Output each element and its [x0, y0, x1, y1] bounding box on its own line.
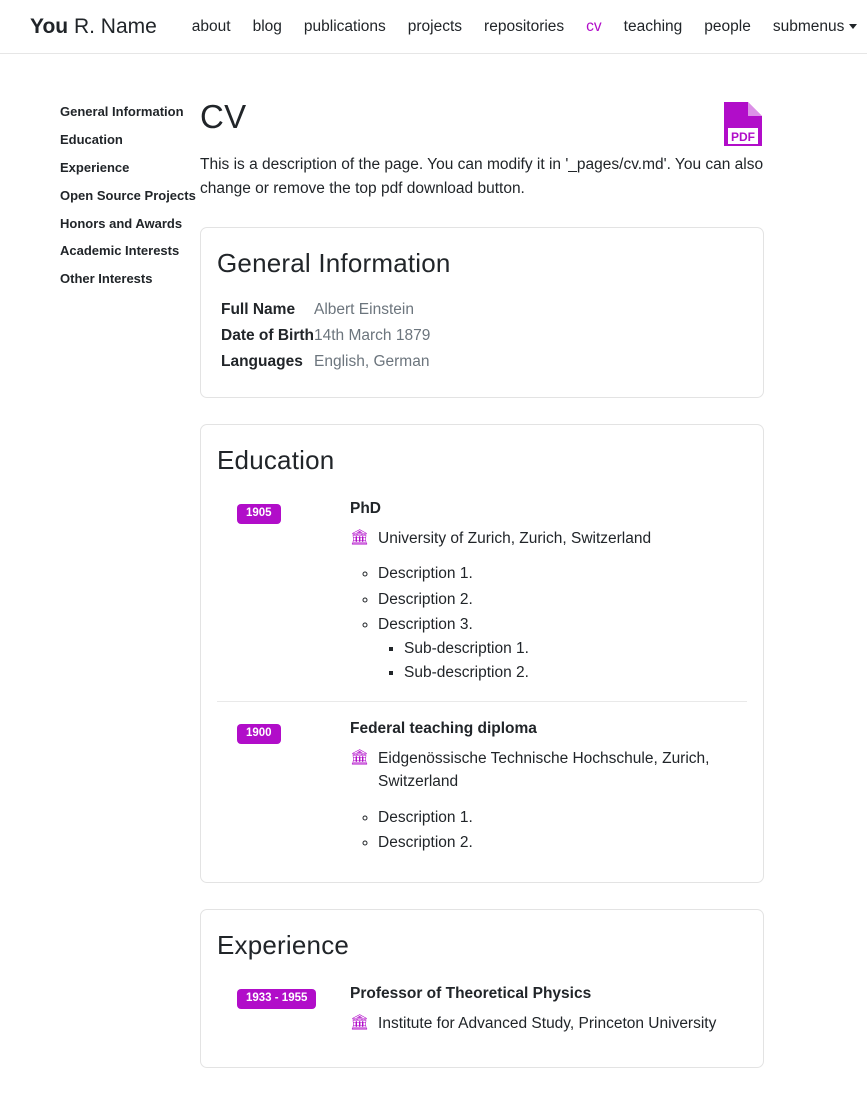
list-item: ◦ Description 2. — [378, 588, 731, 611]
toc-item-experience[interactable]: Experience — [60, 159, 130, 175]
nav-item-blog[interactable]: blog — [252, 17, 282, 35]
card-experience — [200, 909, 764, 1068]
navbar — [0, 0, 867, 54]
toc-item-academic-interests[interactable]: Academic Interests — [60, 243, 180, 259]
entry-subdescription-list — [378, 637, 731, 685]
entry-institution — [350, 1012, 731, 1035]
card-heading-education: Education — [217, 445, 335, 476]
table-row — [221, 323, 430, 349]
entry-year-wrap — [217, 500, 350, 687]
entry-description-list — [350, 562, 731, 685]
entry-institution-label: Institute for Advanced Study, Princeton University — [378, 1015, 717, 1033]
general-information-table — [221, 297, 430, 375]
institution-icon: 🏛 — [350, 749, 370, 767]
year-badge: 1905 — [237, 504, 281, 524]
card-education — [200, 424, 764, 883]
nav-item-cv[interactable]: cv — [586, 17, 602, 35]
entry-title: Federal teaching diploma — [350, 720, 537, 738]
toc-item-honors-and-awards[interactable]: Honors and Awards — [60, 215, 183, 231]
table-row — [221, 349, 430, 375]
entry-institution-label: Eidgenössische Technische Hochschule, Zurich, Switzerland — [378, 750, 710, 791]
year-badge: 1933 - 1955 — [237, 989, 316, 1009]
nav-item-people[interactable]: people — [704, 17, 751, 35]
list-item-label: Description 3. — [378, 615, 473, 633]
card-general-information — [200, 227, 764, 398]
year-badge: 1900 — [237, 724, 281, 744]
nav-links — [181, 14, 867, 40]
nav-item-projects[interactable]: projects — [407, 17, 463, 35]
institution-icon: 🏛 — [350, 1014, 370, 1032]
info-key: Date of Birth — [221, 327, 314, 345]
list-item: ▪ Sub-description 2. — [404, 661, 731, 685]
nav-item-publications[interactable]: publications — [303, 17, 386, 35]
entry-body — [350, 720, 747, 856]
info-key: Languages — [221, 353, 303, 371]
card-heading-experience: Experience — [217, 930, 350, 961]
list-item: ◦ Description 1. — [378, 562, 731, 585]
entry-year-wrap — [217, 720, 350, 856]
brand-name-rest: R. Name — [68, 14, 157, 38]
page-description: This is a description of the page. You can modify it in '_pages/cv.md'. You can also change or remove the top pdf download button. — [200, 156, 764, 198]
toc-item-general-information[interactable]: General Information — [60, 104, 184, 119]
info-value: 14th March 1879 — [314, 327, 431, 345]
list-item: ◦ Description 1. — [378, 806, 731, 829]
info-value: Albert Einstein — [314, 301, 414, 319]
entry-body — [350, 500, 747, 687]
institution-icon: 🏛 — [350, 529, 370, 547]
table-row — [221, 297, 430, 323]
pdf-file-icon[interactable] — [720, 100, 764, 153]
svg-text:PDF: PDF — [731, 130, 755, 144]
title-row — [200, 98, 764, 153]
list-item: ◦ Description 2. — [378, 831, 731, 854]
toc-item-other-interests[interactable]: Other Interests — [60, 271, 153, 287]
nav-item-teaching[interactable]: teaching — [623, 17, 683, 35]
entry-year-wrap — [217, 985, 350, 1041]
nav-item-repositories[interactable]: repositories — [484, 17, 565, 35]
entry-institution — [350, 527, 731, 550]
info-value: English, German — [314, 353, 430, 371]
entry-description-list — [350, 806, 731, 855]
page-body — [0, 54, 867, 1094]
entry-institution-label: University of Zurich, Zurich, Switzerland — [378, 530, 652, 548]
toc-sidebar — [0, 98, 200, 1094]
card-heading-general-information: General Information — [217, 248, 451, 279]
main-content — [200, 98, 820, 1094]
education-entry — [217, 701, 747, 860]
info-key: Full Name — [221, 301, 296, 319]
page-title: CV — [200, 98, 247, 135]
entry-institution — [350, 747, 731, 794]
entry-title: Professor of Theoretical Physics — [350, 985, 592, 1003]
list-item — [378, 613, 731, 685]
nav-item-submenus[interactable]: submenus — [762, 14, 867, 40]
toc-item-open-source-projects[interactable]: Open Source Projects — [60, 187, 196, 203]
experience-entry — [217, 979, 747, 1045]
education-entry — [217, 494, 747, 691]
toc-item-education[interactable]: Education — [60, 131, 123, 147]
list-item: ▪ Sub-description 1. — [404, 637, 731, 661]
entry-title: PhD — [350, 500, 381, 518]
entry-body — [350, 985, 747, 1041]
nav-item-about[interactable]: about — [191, 17, 231, 35]
brand-link[interactable] — [30, 15, 157, 39]
brand-name-strong: You — [30, 14, 69, 38]
